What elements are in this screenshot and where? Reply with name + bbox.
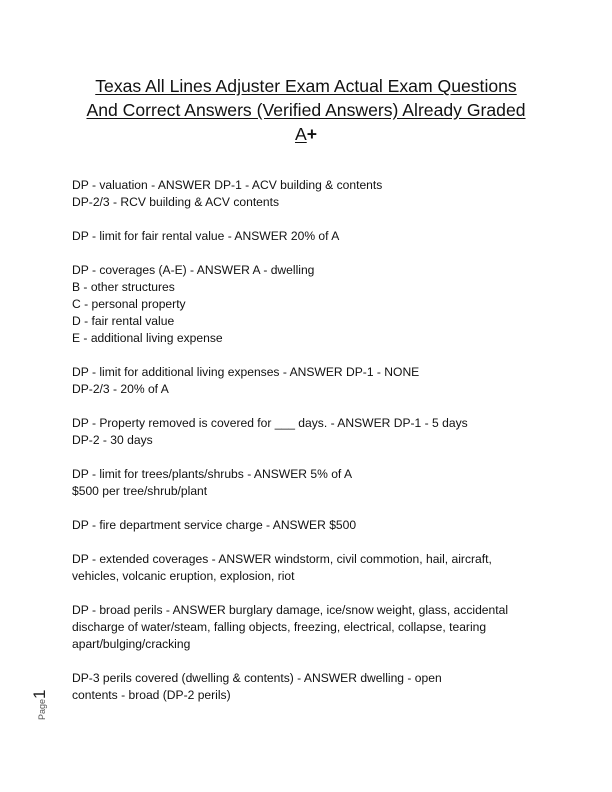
qa-line: DP-2/3 - RCV building & ACV contents	[72, 195, 280, 209]
qa-item	[72, 364, 552, 398]
qa-line: D - fair rental value	[72, 314, 175, 328]
qa-line: vehicles, volcanic eruption, explosion, riot	[72, 569, 295, 583]
qa-list	[72, 177, 552, 721]
qa-line: DP - limit for additional living expenses - ANSWER DP-1 - NONE	[72, 365, 420, 379]
title-line-1: Texas All Lines Adjuster Exam Actual Exam Questions	[95, 76, 517, 96]
qa-line: DP-2 - 30 days	[72, 433, 153, 447]
qa-item	[72, 415, 552, 449]
qa-line: DP-2/3 - 20% of A	[72, 382, 169, 396]
qa-line: DP - broad perils - ANSWER burglary damage, ice/snow weight, glass, accidental	[72, 603, 509, 617]
page-number	[30, 680, 50, 720]
qa-line: DP - limit for fair rental value - ANSWER 20% of A	[72, 229, 340, 243]
qa-item	[72, 517, 552, 534]
qa-line: DP - Property removed is covered for ___ days. - ANSWER DP-1 - 5 days	[72, 416, 468, 430]
qa-line: DP-3 perils covered (dwelling & contents) - ANSWER dwelling - open	[72, 671, 442, 685]
qa-line: B - other structures	[72, 280, 175, 294]
page-number-value: 1	[30, 689, 49, 699]
grade-letter: A	[294, 124, 307, 144]
qa-item	[72, 262, 552, 347]
title-line-2: And Correct Answers (Verified Answers) Already Graded	[86, 100, 526, 120]
qa-line: DP - extended coverages - ANSWER windstorm, civil commotion, hail, aircraft,	[72, 552, 492, 566]
qa-line: DP - limit for trees/plants/shrubs - ANSWER 5% of A	[72, 467, 353, 481]
qa-line: DP - coverages (A-E) - ANSWER A - dwelling	[72, 263, 315, 277]
qa-line: contents - broad (DP-2 perils)	[72, 688, 231, 702]
qa-line: discharge of water/steam, falling objects, freezing, electrical, collapse, tearing	[72, 620, 487, 634]
qa-item	[72, 177, 552, 211]
page-label: Page	[37, 698, 47, 720]
qa-item	[72, 466, 552, 500]
qa-item	[72, 670, 552, 704]
qa-line: C - personal property	[72, 297, 186, 311]
qa-line: apart/bulging/cracking	[72, 637, 191, 651]
qa-line: E - additional living expense	[72, 331, 223, 345]
qa-item	[72, 602, 552, 653]
qa-line: DP - valuation - ANSWER DP-1 - ACV building & contents	[72, 178, 383, 192]
qa-line: DP - fire department service charge - ANSWER $500	[72, 518, 357, 532]
qa-item	[72, 551, 552, 585]
document-title	[60, 74, 552, 146]
qa-line: $500 per tree/shrub/plant	[72, 484, 208, 498]
qa-item	[72, 228, 552, 245]
grade-plus: +	[306, 124, 318, 144]
